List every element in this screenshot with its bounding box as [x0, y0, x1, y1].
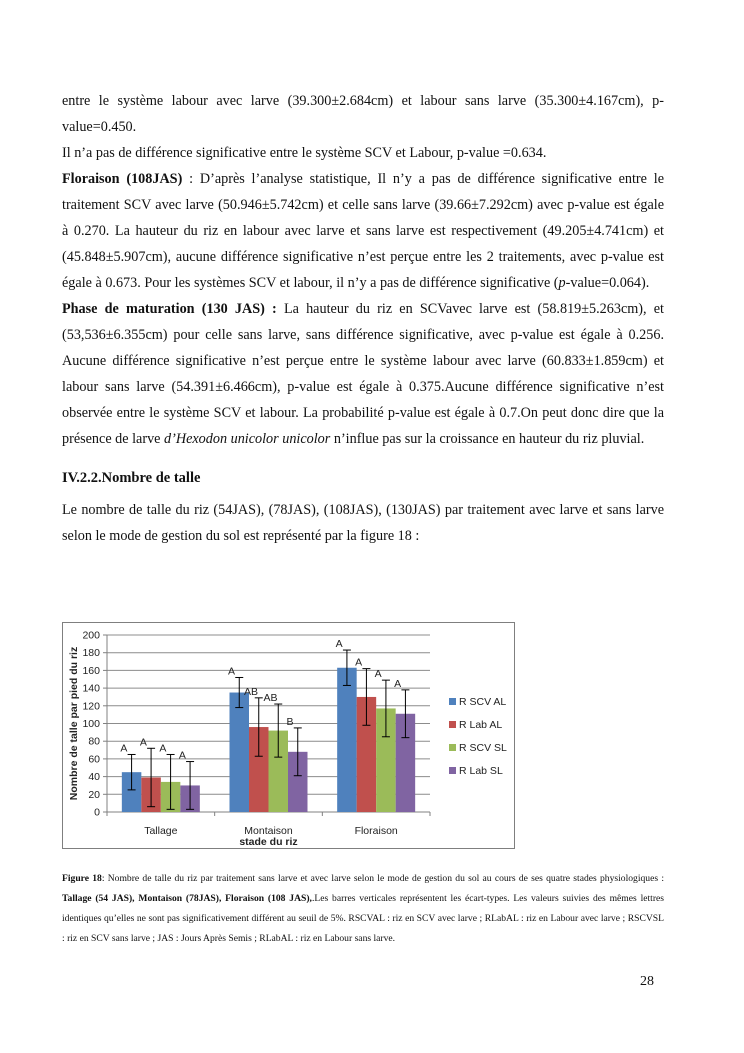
caption-stages: Tallage (54 JAS), Montaison (78JAS), Floraison (108 JAS), [62, 893, 312, 904]
y-tick-label: 180 [82, 647, 100, 660]
paragraph-1-text: entre le système labour avec larve (39.300±2.684cm) et labour sans larve (35.300±4.167cm), p-value=0.450. [62, 93, 664, 135]
significance-letter: A [335, 638, 343, 651]
paragraph-1 [62, 88, 664, 140]
floraison-end: -value=0.064). [565, 275, 650, 291]
y-tick-label: 20 [88, 788, 100, 801]
legend-label: R Lab AL [459, 719, 503, 731]
significance-letter: A [139, 736, 147, 749]
paragraph-floraison [62, 166, 664, 296]
caption-text-1: : Nombre de talle du riz par traitement sans larve et avec larve selon le mode de gestion du sol au cours de ses quatre stades physiologiques : [101, 873, 664, 884]
caption-label: Figure 18 [62, 873, 102, 884]
y-tick-label: 120 [82, 700, 100, 713]
floraison-italic-p: p [558, 275, 566, 291]
maturation-end: n’influe pas sur la croissance en hauteur du riz pluvial. [330, 431, 645, 447]
y-tick-label: 60 [88, 753, 100, 766]
paragraph-2-text: Il n’a pas de différence significative entre le système SCV et Labour, p-value =0.634. [62, 145, 547, 161]
figure-caption [62, 869, 664, 949]
significance-letter: B [286, 715, 294, 728]
y-axis-label: Nombre de talle par pied du riz [68, 646, 80, 801]
x-tick-label: Floraison [354, 825, 398, 837]
x-tick-label: Montaison [244, 825, 293, 837]
y-tick-label: 40 [88, 771, 100, 784]
significance-letter: A [374, 668, 382, 681]
y-tick-label: 100 [82, 718, 100, 730]
paragraph-maturation [62, 296, 664, 452]
legend-swatch [449, 744, 456, 751]
significance-letter: A [355, 656, 363, 669]
significance-letter: A [120, 742, 128, 755]
y-tick-label: 0 [94, 806, 100, 819]
bar [337, 668, 357, 812]
x-tick-label: Tallage [144, 825, 178, 837]
legend-swatch [449, 767, 456, 774]
significance-letter: A [227, 665, 236, 678]
maturation-text: La hauteur du riz en SCVavec larve est (58.819±5.263cm), et (53,536±6.355cm) pour celle sans larve, sans différence significative, avec p-value est égale à 0.256. Aucune différence significative n’est perçue entre le système labour avec larve (60.833±1.859cm) et labour sans larve (54.391±6.466cm), p-value est égale à 0.375.Aucune différence significative n’est observée entre le système SCV et labour. La probabilité p-value est égale à 0.7.On peut donc dire que la présence de larve [62, 301, 664, 447]
figure-18-chart [62, 622, 515, 849]
y-tick-label: 80 [88, 735, 100, 748]
legend-label: R Lab SL [459, 765, 503, 777]
y-tick-label: 160 [82, 664, 100, 677]
page-body [62, 88, 664, 549]
significance-letter: A [159, 742, 167, 755]
paragraph-2 [62, 140, 664, 166]
significance-letter: A [394, 677, 402, 690]
caption-text-2: .Les barres verticales représentent les écart-types. Les valeurs suivies des mêmes lettres identiques qu’elles ne sont pas significativement différent au seuil de 5%. RSCVAL : riz en SCV avec larve ; RLabAL : riz en Labour avec larve ; RSCVSL : riz en SCV sans larve ; JAS : Jours Après Semis ; RLabAL : riz en Labour sans larve. [62, 893, 665, 944]
intro-paragraph: Le nombre de talle du riz (54JAS), (78JAS), (108JAS), (130JAS) par traitement avec larve et sans larve selon le mode de gestion du sol est représenté par la figure 18 : [62, 502, 664, 544]
section-title: IV.2.2.Nombre de talle [62, 470, 201, 486]
legend-label: R SCV AL [459, 696, 507, 708]
species-name: d’Hexodon unicolor unicolor [164, 431, 331, 447]
y-tick-label: 140 [82, 682, 100, 695]
y-tick-label: 200 [82, 629, 100, 642]
significance-letter: AB [263, 692, 278, 705]
legend-label: R SCV SL [459, 742, 507, 754]
maturation-heading: Phase de maturation (130 JAS) : [62, 301, 277, 317]
significance-letter: AB [243, 685, 259, 698]
page-number: 28 [640, 974, 654, 989]
significance-letter: A [178, 749, 186, 762]
floraison-text: : D’après l’analyse statistique, Il n’y a pas de différence significative entre le traitement SCV avec larve (50.946±5.742cm) et celle sans larve (39.66±7.292cm) avec p-value est égale à 0.270. La hauteur du riz en labour avec larve et sans larve est respectivement (49.205±4.741cm) et (45.848±5.907cm), aucune différence significative n’est perçue entre les 2 traitements, avec p-value est égale à 0.673. Pour les systèmes SCV et labour, il n’y a pas de différence significative ( [62, 171, 664, 291]
bar-chart-svg [63, 623, 516, 850]
legend-swatch [449, 698, 456, 705]
legend-swatch [449, 721, 456, 728]
bar [230, 693, 250, 812]
x-axis-label: stade du riz [239, 836, 298, 848]
floraison-heading: Floraison (108JAS) [62, 171, 183, 187]
